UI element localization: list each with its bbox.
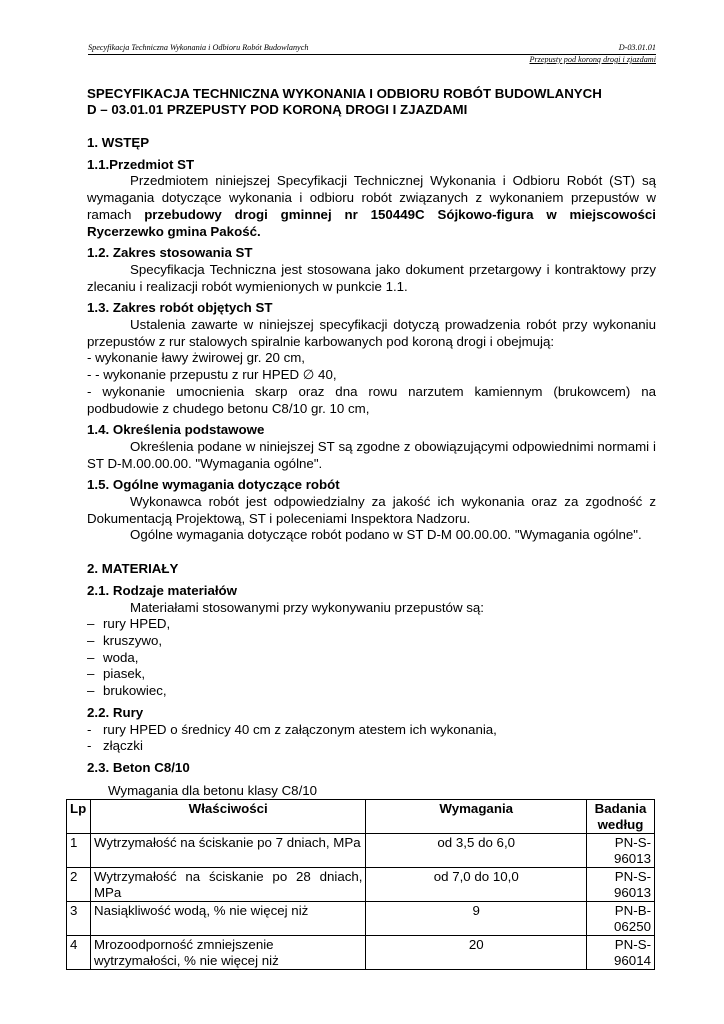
section-1-1-text: Przedmiotem niniejszej Specyfikacji Technicznej Wykonania i Odbioru Robót (ST) są wymagania dotyczące wykonania i odbioru robót związanych z wykonaniem przepustów w ramach przebudowy drogi gminnej nr 150449C Sójkowo-figura w miejscowości Rycerzewko gmina Pakość. [87,173,656,239]
table-cell: 1 [67,834,91,868]
col-header-requirements: Wymagania [366,800,587,834]
document-title [87,86,656,118]
table-cell: PN-S-96013 [587,868,655,902]
section-1-5-text-2: Ogólne wymagania dotyczące robót podano w ST D-M 00.00.00. "Wymagania ogólne". [130,527,642,543]
section-1-3-text: Ustalenia zawarte w niniejszej specyfikacji dotyczą prowadzenia robót przy wykonaniu przepustów z rur stalowych spiralnie karbowanych pod koroną drogi i obejmują: [87,317,656,349]
section-2-1-heading: 2.1. Rodzaje materiałów [87,582,238,598]
list-item: – kruszywo, [87,633,656,650]
col-header-tests: Badania według [587,800,655,834]
list-item: – piasek, [87,666,656,683]
concrete-requirements-table [66,799,655,970]
table-caption: Wymagania dla betonu klasy C8/10 [108,782,318,798]
table-row [67,868,655,902]
section-1-5-text-1: Wykonawca robót jest odpowiedzialny za jakość ich wykonania oraz za zgodność z Dokumentacją Projektową, ST i poleceniami Inspektora Nadzoru. [87,494,656,526]
table-cell: 9 [366,902,587,936]
header-code: D-03.01.01 [618,43,656,52]
table-cell: od 7,0 do 10,0 [366,868,587,902]
section-1-4-heading: 1.4. Określenia podstawowe [87,422,265,438]
document-body [70,86,656,970]
list-item: – brukowiec, [87,683,656,700]
table-cell: od 3,5 do 6,0 [366,834,587,868]
table-cell: Wytrzymałość na ściskanie po 28 dniach, MPa [90,868,365,902]
section-1-3-heading: 1.3. Zakres robót objętych ST [87,300,273,316]
table-header-row [67,800,655,834]
title-line-1: SPECYFIKACJA TECHNICZNA WYKONANIA I ODBIORU ROBÓT BUDOWLANYCH [87,86,602,101]
table-cell: PN-S-96014 [587,936,655,970]
section-2-2-heading: 2.2. Rury [87,704,144,720]
table-cell: Mrozoodporność zmniejszenie wytrzymałości, % nie więcej niż [90,936,365,970]
table-cell: 20 [366,936,587,970]
header-subtitle: Przepusty pod koroną drogi i zjazdami [529,55,656,64]
table-cell: 3 [67,902,91,936]
section-1-1-heading: 1.1.Przedmiot ST [87,156,195,172]
pipes-list [87,722,656,755]
list-item: - rury HPED o średnicy 40 cm z załączonym atestem ich wykonania, [87,722,656,739]
list-item: - złączki [87,738,656,755]
title-line-2: D – 03.01.01 PRZEPUSTY POD KORONĄ DROGI I ZJAZDAMI [87,102,468,117]
table-cell: 4 [67,936,91,970]
section-2-1-text: Materiałami stosowanymi przy wykonywaniu przepustów są: [130,599,484,615]
list-item: - wykonanie umocnienia skarp oraz dna rowu narzutem kamiennym (brukowcem) na podbudowie z chudego betonu C8/10 gr. 10 cm, [87,383,656,416]
section-1-5-heading: 1.5. Ogólne wymagania dotyczące robót [87,477,340,493]
materials-list [87,616,656,700]
section-1-heading: 1. WSTĘP [87,135,150,150]
section-2-heading: 2. MATERIAŁY [87,561,179,577]
table-cell: Wytrzymałość na ściskanie po 7 dniach, MPa [90,834,365,868]
list-item: – rury HPED, [87,616,656,633]
table-cell: PN-S-96013 [587,834,655,868]
header-document-title: Specyfikacja Techniczna Wykonania i Odbioru Robót Budowlanych [88,43,309,52]
list-item: - wykonanie ławy żwirowej gr. 20 cm, [87,350,305,366]
table-cell: 2 [67,868,91,902]
section-1-2-text: Specyfikacja Techniczna jest stosowana jako dokument przetargowy i kontraktowy przy zlecaniu i realizacji robót wymienionych w punkcie 1.1. [87,261,656,294]
section-1-2-heading: 1.2. Zakres stosowania ST [87,245,253,261]
col-header-lp: Lp [67,800,91,834]
list-item: – woda, [87,650,656,667]
table-row [67,936,655,970]
list-item: - - wykonanie przepustu z rur HPED ∅ 40, [87,367,337,383]
table-row [67,902,655,936]
section-1-4-text: Określenia podane w niniejszej ST są zgodne z obowiązującymi odpowiednimi normami i ST D-M.00.00.00. "Wymagania ogólne". [87,438,656,471]
table-cell: PN-B-06250 [587,902,655,936]
table-row [67,834,655,868]
table-cell: Nasiąkliwość wodą, % nie więcej niż [90,902,365,936]
col-header-properties: Właściwości [90,800,365,834]
section-2-3-heading: 2.3. Beton C8/10 [87,759,190,775]
